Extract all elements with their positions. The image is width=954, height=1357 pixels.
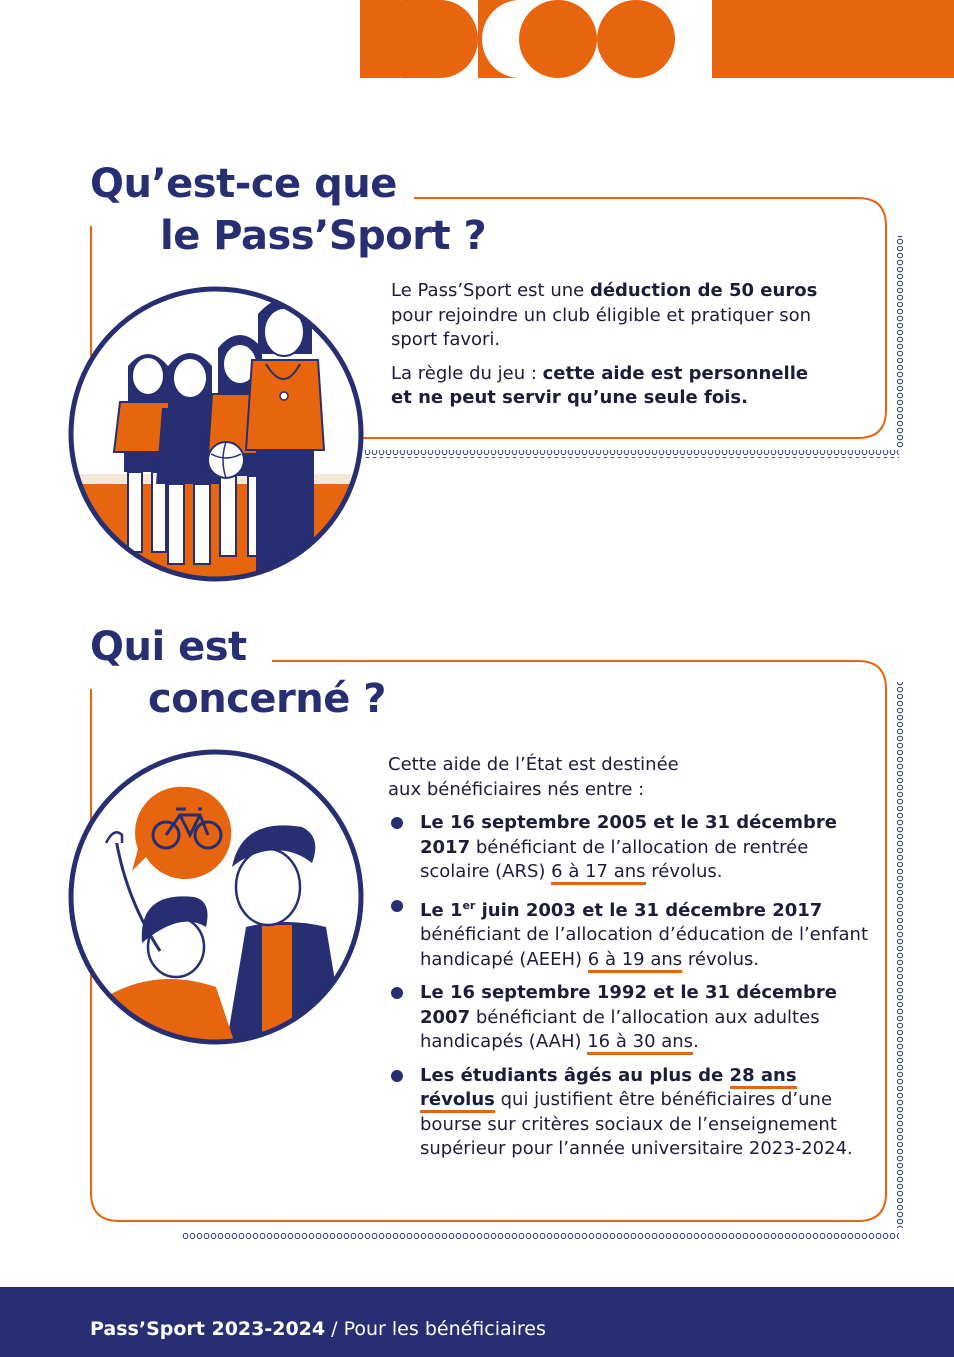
bullet-icon: [391, 987, 403, 999]
list-item-text: qui justifient être bénéficiaires d’une bourse sur critères sociaux de l’enseignement supérieur pour l’année universitaire 2023-2024.: [420, 1089, 853, 1159]
section-1-p2-text: La règle du jeu :: [391, 362, 543, 384]
list-item: [388, 1064, 868, 1162]
section-1-paragraph-1: [391, 279, 821, 353]
section-1-p1-bold: déduction de 50 euros: [589, 280, 818, 301]
section-2-title-line-1: Qui est: [90, 624, 247, 670]
ordinal-superscript: er: [462, 898, 476, 912]
age-range: 6 à 19 ans: [588, 949, 682, 973]
footer-audience: Pour les bénéficiaires: [343, 1318, 546, 1340]
top-decorative-band: [0, 0, 954, 80]
footer: [0, 1287, 954, 1357]
list-item-bold-b: juin 2003 et le 31 décembre 2017: [475, 899, 823, 921]
list-item-suffix: révolus.: [645, 861, 723, 882]
section-1-p1-text-end: pour rejoindre un club éligible et pratiquer son sport favori.: [391, 304, 812, 350]
sports-team-illustration: [66, 284, 366, 584]
list-item-text: bénéficiant de l’allocation d’éducation de l’enfant handicapé (AEEH): [420, 924, 868, 970]
list-item-bold: [420, 900, 822, 921]
section-2-title: [90, 621, 386, 725]
section-1-paragraph-2: [391, 362, 821, 411]
list-item: [388, 894, 868, 973]
list-item-bold: Le 16 septembre 1992 et le 31 décembre 2007: [420, 982, 837, 1028]
list-item-bold: Le 16 septembre 2005 et le 31 décembre 2017: [420, 812, 837, 858]
list-item-bold: Les étudiants âgés au plus de: [420, 1064, 730, 1086]
list-item: [388, 811, 868, 885]
bullet-icon: [391, 1070, 403, 1082]
list-item-suffix: révolus.: [682, 948, 760, 970]
footer-text: [90, 1318, 546, 1340]
section-2-text: [388, 753, 868, 1171]
section-1-text: [391, 279, 821, 420]
section-2-intro: Cette aide de l’État est destinée aux bénéficiaires nés entre :: [388, 754, 679, 800]
bicycle-friends-illustration: [66, 747, 366, 1047]
bullet-icon: [391, 900, 403, 912]
age-range: 28 ans révolus: [420, 1065, 797, 1114]
section-1-title-line-1: Qu’est-ce que: [90, 161, 397, 207]
footer-brand: Pass’Sport 2023-2024: [90, 1318, 326, 1340]
footer-separator: /: [325, 1318, 344, 1340]
list-item-text: bénéficiant de l’allocation aux adultes handicapés (AAH): [420, 1006, 820, 1052]
section-2-title-line-2: concerné ?: [148, 676, 386, 722]
list-item: [388, 981, 868, 1055]
section-1-title-line-2: le Pass’Sport ?: [160, 213, 487, 259]
list-item-suffix: .: [693, 1031, 699, 1052]
age-range: 6 à 17 ans: [551, 861, 645, 885]
section-1-p1-text: Le Pass’Sport est une: [391, 280, 590, 301]
section-1-p2-bold: cette aide est personnelle et ne peut servir qu’une seule fois.: [391, 362, 809, 408]
bullet-icon: [391, 817, 403, 829]
age-range: 16 à 30 ans: [587, 1031, 693, 1055]
beneficiary-list: [388, 811, 868, 1162]
list-item-bold-a: Le 1: [420, 899, 463, 921]
section-1-title: [90, 158, 486, 262]
list-item-text: bénéficiant de l’allocation de rentrée scolaire (ARS): [420, 836, 809, 882]
